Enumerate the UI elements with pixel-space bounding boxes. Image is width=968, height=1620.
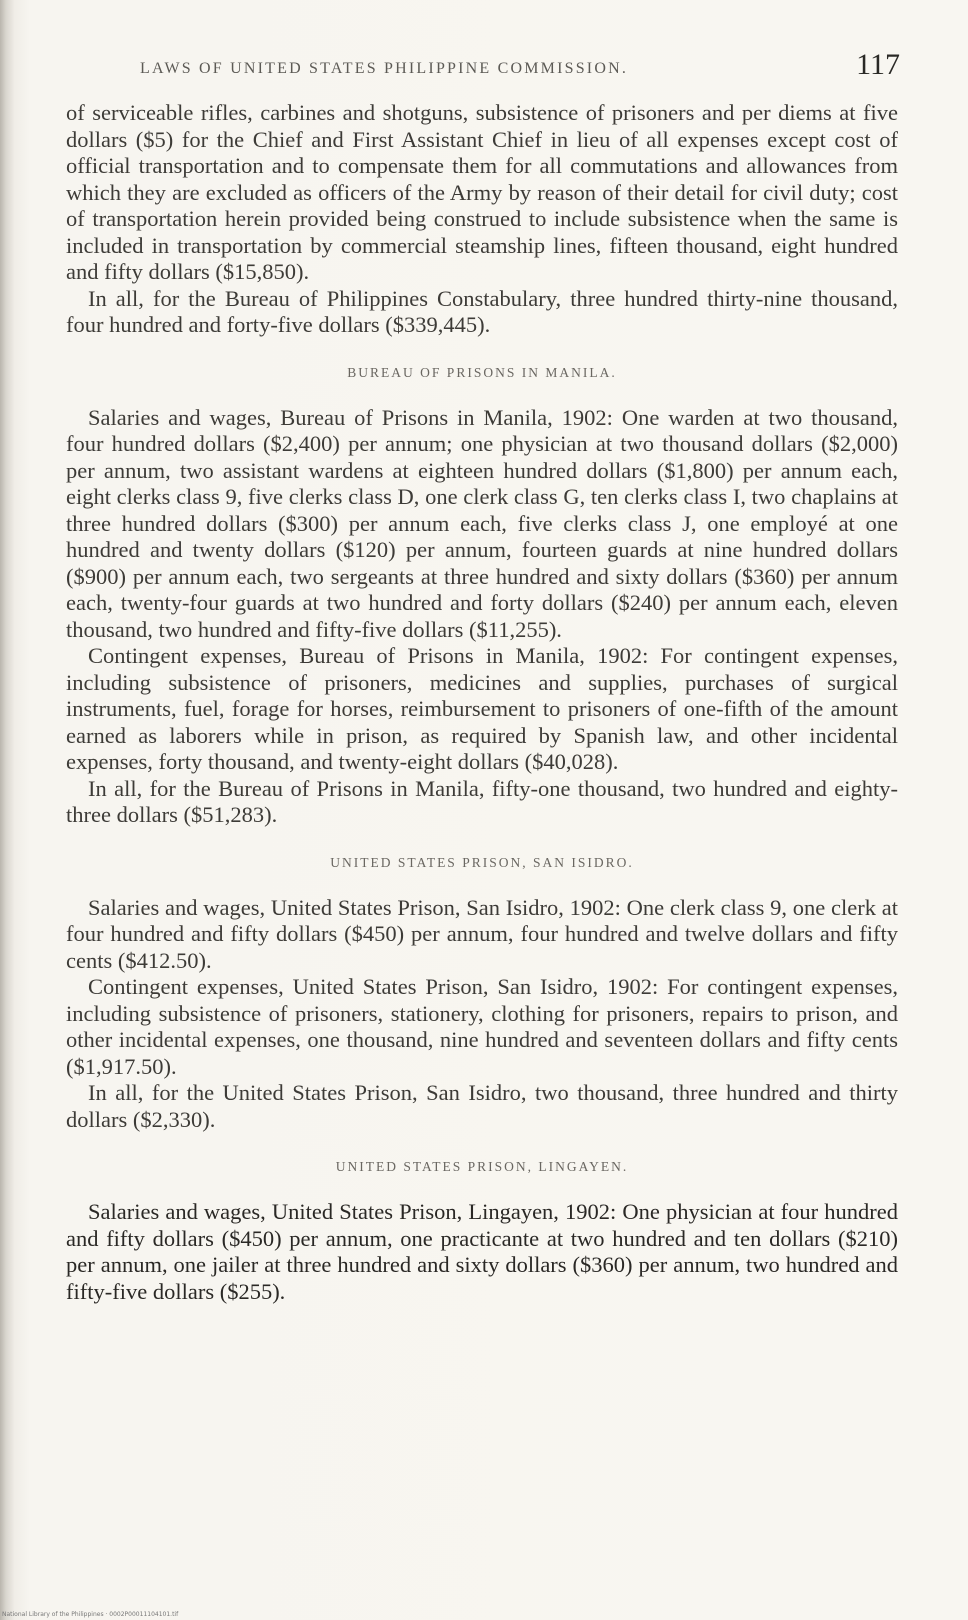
page-body bbox=[66, 100, 898, 1305]
paragraph: of serviceable rifles, carbines and shotguns, subsistence of prisoners and per diems at five dollars ($5) for the Chief and First Assistant Chief in lieu of all expenses except cost of official transportation and to compensate them for all commutations and allowances from which they are excluded as officers of the Army by reason of their detail for civil duty; cost of transportation herein provided being construed to include subsistence when the same is included in transportation by commercial steamship lines, fifteen thousand, eight hundred and fifty dollars ($15,850). bbox=[66, 100, 898, 284]
section-heading-san-isidro: UNITED STATES PRISON, SAN ISIDRO. bbox=[330, 854, 634, 870]
paragraph-salaries-bureau-prisons: Salaries and wages, Bureau of Prisons in Manila, 1902: One warden at two thousand, four hundred dollars ($2,400) per annum; one physician at two thousand dollars ($2,000) per annum, two assistant wardens at eighteen hundred dollars ($1,800) per annum each, eight clerks class 9, five clerks class D, one clerk class G, ten clerks class I, two chaplains at three hundred dollars ($300) per annum each, five clerks class J, one employé at one hundred and twenty dollars ($120) per annum, fourteen guards at nine hundred dollars ($900) per annum each, two sergeants at three hundred and sixty dollars ($360) per annum each, twenty-four guards at two hundred and forty dollars ($240) per annum each, eleven thousand, two hundred and fifty-five dollars ($11,255). bbox=[66, 404, 898, 642]
paragraph-total-constabulary: In all, for the Bureau of Philippines Constabulary, three hundred thirty-nine thousand, four hundred and forty-five dollars ($339,445). bbox=[66, 285, 898, 337]
paragraph-salaries-san-isidro: Salaries and wages, United States Prison, San Isidro, 1902: One clerk class 9, one clerk at four hundred and fifty dollars ($450) per annum, four hundred and twelve dollars and fifty cents ($412.50). bbox=[66, 894, 898, 973]
page-number: 117 bbox=[856, 48, 900, 81]
book-binding-edge bbox=[0, 0, 14, 1620]
scan-footer-note: National Library of the Philippines · 0002P00011104101.tif bbox=[2, 1611, 179, 1618]
section-heading-bureau-of-prisons: BUREAU OF PRISONS IN MANILA. bbox=[347, 364, 617, 380]
section-heading-lingayen: UNITED STATES PRISON, LINGAYEN. bbox=[335, 1159, 629, 1174]
paragraph-salaries-lingayen: Salaries and wages, United States Prison, Lingayen, 1902: One physician at four hundred and fifty dollars ($450) per annum, one practicante at two hundred and ten dollars ($210) per annum, one jailer at three hundred and sixty dollars ($360) per annum, two hundred and fifty-five dollars ($255). bbox=[66, 1199, 898, 1304]
running-title: LAWS OF UNITED STATES PHILIPPINE COMMISSION. bbox=[140, 60, 629, 77]
running-head bbox=[140, 48, 900, 88]
paragraph-contingent-san-isidro: Contingent expenses, United States Prison, San Isidro, 1902: For contingent expenses, including subsistence of prisoners, stationery, clothing for prisoners, repairs to prison, and other incidental expenses, one thousand, nine hundred and seventeen dollars and fifty cents ($1,917.50). bbox=[66, 974, 898, 1079]
paragraph-contingent-bureau-prisons: Contingent expenses, Bureau of Prisons in Manila, 1902: For contingent expenses, including subsistence of prisoners, medicines and supplies, purchases of surgical instruments, fuel, forage for horses, reimbursement to prisoners of one-fifth of the amount earned as laborers while in prison, as required by Spanish law, and other incidental expenses, forty thousand, and twenty-eight dollars ($40,028). bbox=[66, 643, 898, 774]
paragraph-total-bureau-prisons: In all, for the Bureau of Prisons in Manila, fifty-one thousand, two hundred and eighty-three dollars ($51,283). bbox=[66, 775, 898, 827]
paragraph-total-san-isidro: In all, for the United States Prison, San Isidro, two thousand, three hundred and thirty dollars ($2,330). bbox=[66, 1080, 898, 1132]
